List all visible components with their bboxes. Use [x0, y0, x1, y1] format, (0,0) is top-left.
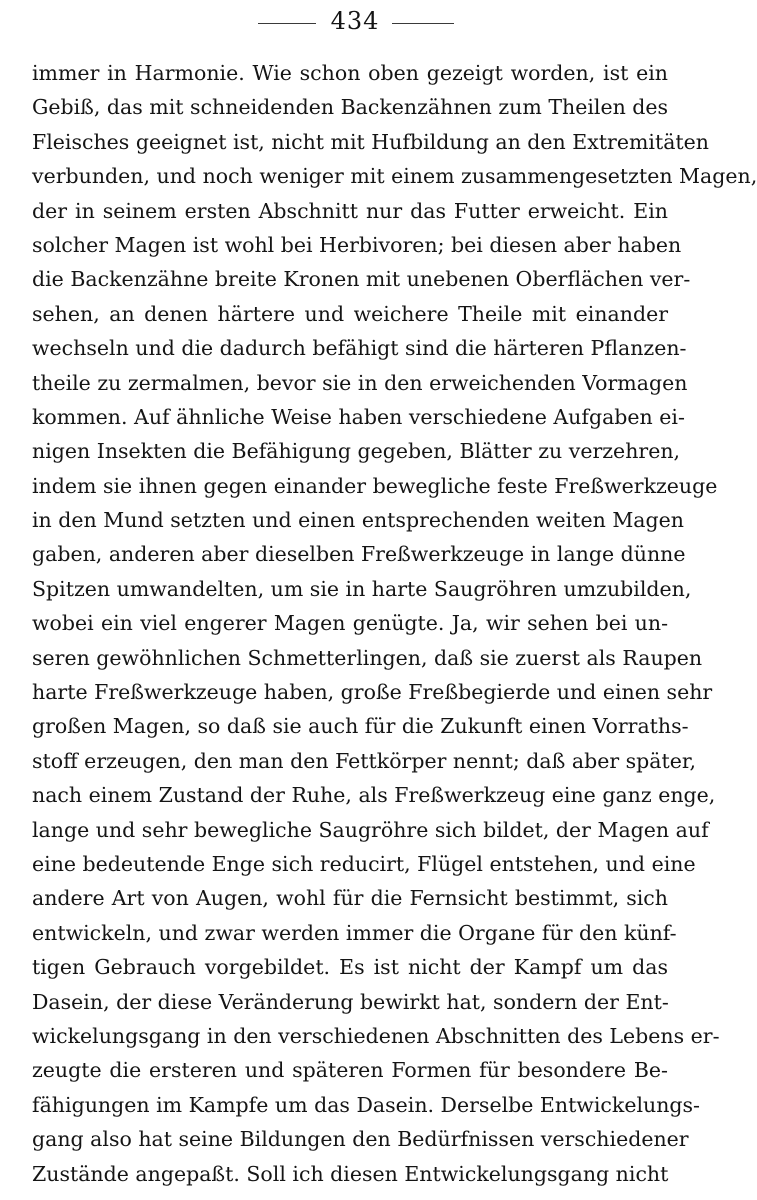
- text-line: andere Art von Augen, wohl für die Fernsicht bestimmt, sich: [32, 886, 668, 911]
- text-line: gang also hat seine Bildungen den Bedürfnissen verschiedener: [32, 1127, 689, 1152]
- text-line: wechseln und die dadurch befähigt sind die härteren Pflanzen-: [32, 336, 687, 361]
- text-line: solcher Magen ist wohl bei Herbivoren; bei diesen aber haben: [32, 232, 682, 257]
- text-line: die Backenzähne breite Kronen mit unebenen Oberflächen ver-: [32, 267, 691, 292]
- text-line: nigen Insekten die Befähigung gegeben, Blätter zu verzehren,: [32, 439, 681, 464]
- text-line: verbunden, und noch weniger mit einem zusammengesetzten Magen,: [32, 164, 757, 189]
- text-line: immer in Harmonie. Wie schon oben gezeigt worden, ist ein: [32, 61, 668, 85]
- text-line: fähigungen im Kampfe um das Dasein. Derselbe Entwickelungs-: [32, 1092, 700, 1117]
- page-number: 434: [330, 7, 380, 35]
- text-line: stoff erzeugen, den man den Fettkörper nennt; daß aber später,: [32, 748, 696, 773]
- text-line: Dasein, der diese Veränderung bewirkt hat, sondern der Ent-: [32, 989, 669, 1014]
- text-line: sehen, an denen härtere und weichere Theile mit einander: [32, 301, 668, 326]
- text-line: Fleisches geeignet ist, nicht mit Hufbildung an den Extremitäten: [32, 129, 710, 154]
- text-line: seren gewöhnlichen Schmetterlingen, daß sie zuerst als Raupen: [32, 645, 703, 670]
- text-line: wobei ein viel engerer Magen genügte. Ja, wir sehen bei un-: [32, 611, 668, 636]
- text-line: theile zu zermalmen, bevor sie in den erweichenden Vormagen: [32, 370, 688, 395]
- text-line: indem sie ihnen gegen einander bewegliche feste Freßwerkzeuge: [32, 473, 718, 498]
- body-text: [32, 56, 757, 1191]
- text-line: Zustände angepaßt. Soll ich diesen Entwickelungsgang nicht: [32, 1161, 669, 1186]
- header-rule-left: [258, 23, 316, 24]
- text-line: kommen. Auf ähnliche Weise haben verschiedene Aufgaben ei-: [32, 404, 685, 429]
- text-line: großen Magen, so daß sie auch für die Zukunft einen Vorraths-: [32, 714, 689, 739]
- text-line: lange und sehr bewegliche Saugröhre sich bildet, der Magen auf: [32, 817, 709, 842]
- text-line: gaben, anderen aber dieselben Freßwerkzeuge in lange dünne: [32, 542, 686, 567]
- text-line: zeugte die ersteren und späteren Formen für besondere Be-: [32, 1058, 668, 1083]
- text-line: wickelungsgang in den verschiedenen Abschnitten des Lebens er-: [32, 1023, 720, 1048]
- text-line: Spitzen umwandelten, um sie in harte Saugröhren umzubilden,: [32, 576, 692, 601]
- text-line: entwickeln, und zwar werden immer die Organe für den künf-: [32, 920, 677, 945]
- text-line: Gebiß, das mit schneidenden Backenzähnen zum Theilen des: [32, 95, 669, 120]
- header-rule-right: [392, 23, 454, 24]
- text-line: nach einem Zustand der Ruhe, als Freßwerkzeug eine ganz enge,: [32, 783, 716, 808]
- page-header: [0, 4, 697, 38]
- text-line: in den Mund setzten und einen entsprechenden weiten Magen: [32, 508, 684, 533]
- text-line: eine bedeutende Enge sich reducirt, Flügel entstehen, und eine: [32, 851, 696, 876]
- text-line: der in seinem ersten Abschnitt nur das Futter erweicht. Ein: [32, 198, 668, 223]
- text-line: tigen Gebrauch vorgebildet. Es ist nicht der Kampf um das: [32, 955, 668, 980]
- text-line: harte Freßwerkzeuge haben, große Freßbegierde und einen sehr: [32, 680, 713, 705]
